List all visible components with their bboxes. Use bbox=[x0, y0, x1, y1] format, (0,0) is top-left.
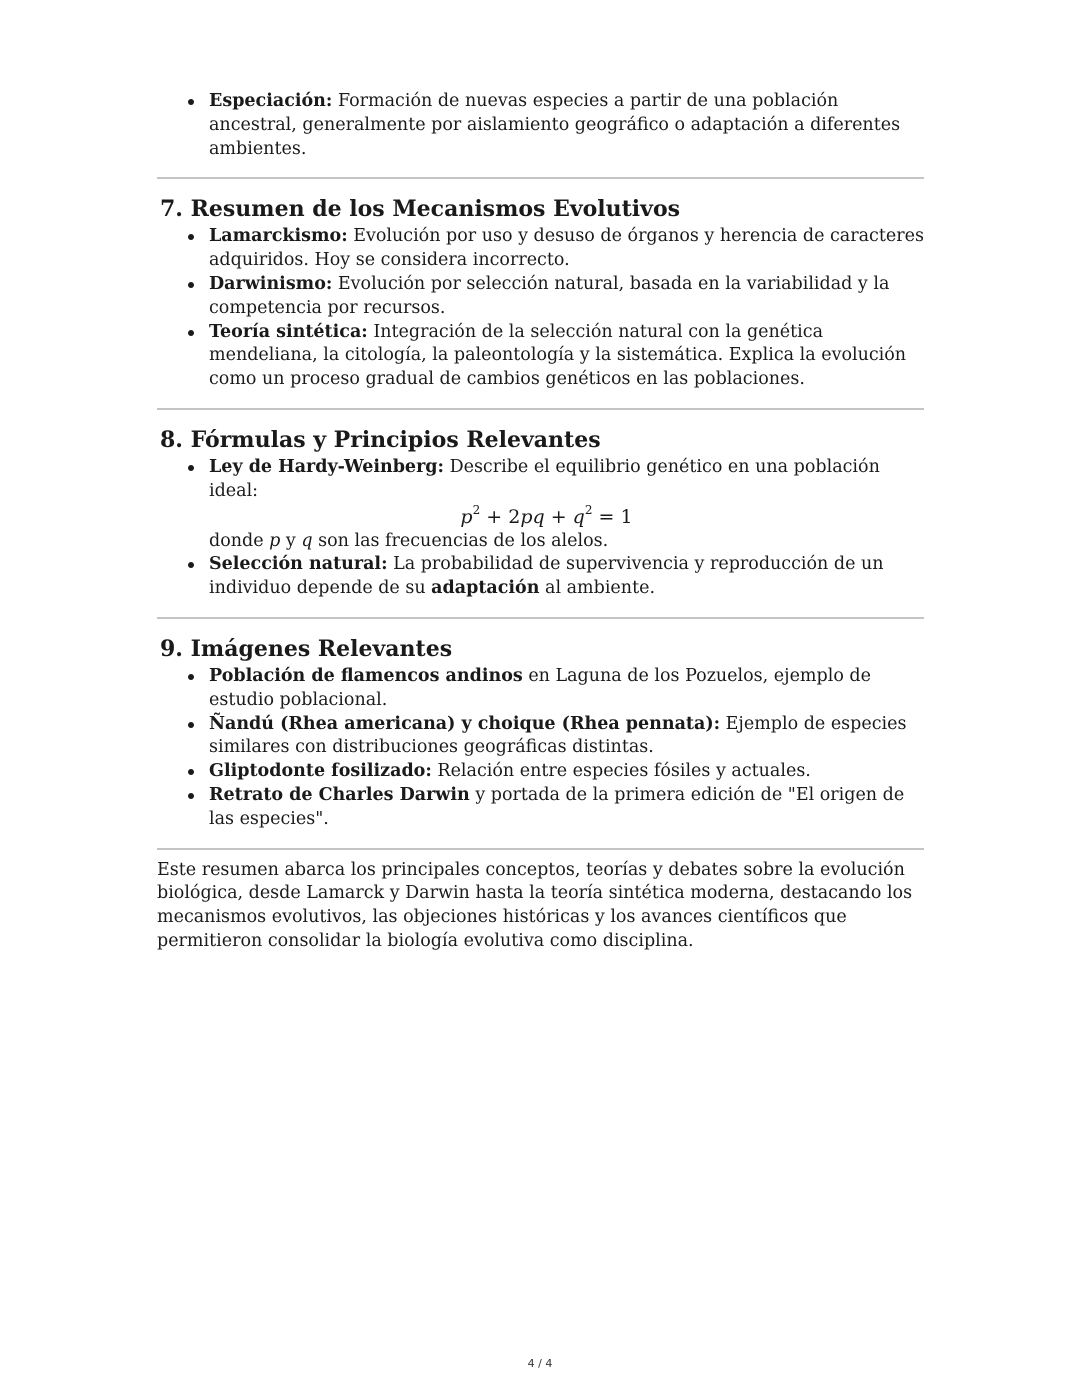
section-9-title: 9. Imágenes Relevantes bbox=[160, 635, 453, 662]
section-divider bbox=[157, 177, 924, 179]
item-text: Evolución por selección natural, basada en la variabilidad y la competencia por recursos. bbox=[209, 273, 890, 318]
item-term: Retrato de Charles Darwin bbox=[209, 784, 470, 805]
item-term: Selección natural: bbox=[209, 554, 388, 575]
item-text: Ejemplo de especies similares con distribuciones geográficas distintas. bbox=[209, 713, 907, 758]
section-7-list bbox=[157, 225, 924, 392]
item-term: Ley de Hardy-Weinberg: bbox=[209, 456, 444, 477]
list-item bbox=[209, 665, 924, 713]
note-variable: q bbox=[301, 530, 313, 551]
section-divider bbox=[157, 408, 924, 410]
note-variable: p bbox=[269, 530, 281, 551]
formula-part: + bbox=[544, 505, 573, 528]
list-item bbox=[209, 760, 924, 784]
item-text: Describe el equilibrio genético en una población ideal: bbox=[209, 456, 880, 501]
item-term: Teoría sintética: bbox=[209, 321, 368, 342]
hardy-weinberg-formula bbox=[209, 504, 924, 530]
list-item bbox=[209, 90, 924, 161]
formula-note bbox=[209, 531, 608, 551]
section-divider bbox=[157, 617, 924, 619]
formula-part: = 1 bbox=[592, 505, 633, 528]
item-term: Darwinismo: bbox=[209, 273, 333, 294]
list-item bbox=[209, 456, 924, 553]
item-text: al ambiente. bbox=[539, 578, 656, 599]
list-item bbox=[209, 553, 924, 601]
formula-part: + 2 bbox=[480, 505, 521, 528]
note-text: y bbox=[280, 530, 302, 551]
list-item bbox=[209, 784, 924, 832]
list-item bbox=[209, 321, 924, 392]
item-term: Gliptodonte fosilizado: bbox=[209, 761, 432, 782]
formula-pq: pq bbox=[520, 505, 545, 528]
note-text: son las frecuencias de los alelos. bbox=[312, 530, 609, 551]
formula-p: p bbox=[460, 505, 473, 528]
item-term: Población de flamencos andinos bbox=[209, 665, 523, 686]
list-item bbox=[209, 225, 924, 273]
especiacion-list bbox=[157, 90, 924, 161]
item-text: Formación de nuevas especies a partir de una población ancestral, generalmente por aislamiento geográfico o adaptación a diferentes ambientes. bbox=[209, 91, 901, 159]
item-text: Integración de la selección natural con la genética mendeliana, la citología, la paleontología y la sistemática. Explica la evolución como un proceso gradual de cambios genéticos en las poblaciones. bbox=[209, 321, 907, 390]
formula-exponent: 2 bbox=[472, 502, 481, 517]
section-8-list bbox=[157, 456, 924, 601]
item-text: La probabilidad de supervivencia y reproducción de un individuo depende de su bbox=[209, 554, 884, 599]
section-7-title: 7. Resumen de los Mecanismos Evolutivos bbox=[160, 196, 681, 223]
section-8-title: 8. Fórmulas y Principios Relevantes bbox=[160, 426, 601, 453]
item-text: en Laguna de los Pozuelos, ejemplo de estudio poblacional. bbox=[209, 665, 871, 710]
section-divider bbox=[157, 848, 924, 850]
summary-paragraph: Este resumen abarca los principales conceptos, teorías y debates sobre la evolución biológica, desde Lamarck y Darwin hasta la teoría sintética moderna, destacando los mecanismos evolutivos, las objeciones históricas y los avances científicos que permitieron consolidar la biología evolutiva como disciplina. bbox=[157, 859, 913, 951]
formula-exponent: 2 bbox=[584, 502, 593, 517]
item-text: Relación entre especies fósiles y actuales. bbox=[431, 761, 811, 782]
list-item bbox=[209, 273, 924, 321]
item-text: y portada de la primera edición de "El origen de las especies". bbox=[209, 784, 905, 829]
document-body bbox=[157, 90, 924, 954]
note-text: donde bbox=[209, 530, 270, 551]
formula-q: q bbox=[572, 505, 585, 528]
item-term: Ñandú (Rhea americana) y choique (Rhea pennata): bbox=[209, 713, 721, 734]
page-number: 4 / 4 bbox=[527, 1357, 553, 1370]
item-emphasis: adaptación bbox=[431, 578, 540, 599]
list-item bbox=[209, 713, 924, 761]
section-9-list bbox=[157, 665, 924, 832]
item-term: Lamarckismo: bbox=[209, 226, 348, 247]
item-term: Especiación: bbox=[209, 91, 333, 111]
item-text: Evolución por uso y desuso de órganos y herencia de caracteres adquiridos. Hoy se considera incorrecto. bbox=[209, 226, 924, 271]
